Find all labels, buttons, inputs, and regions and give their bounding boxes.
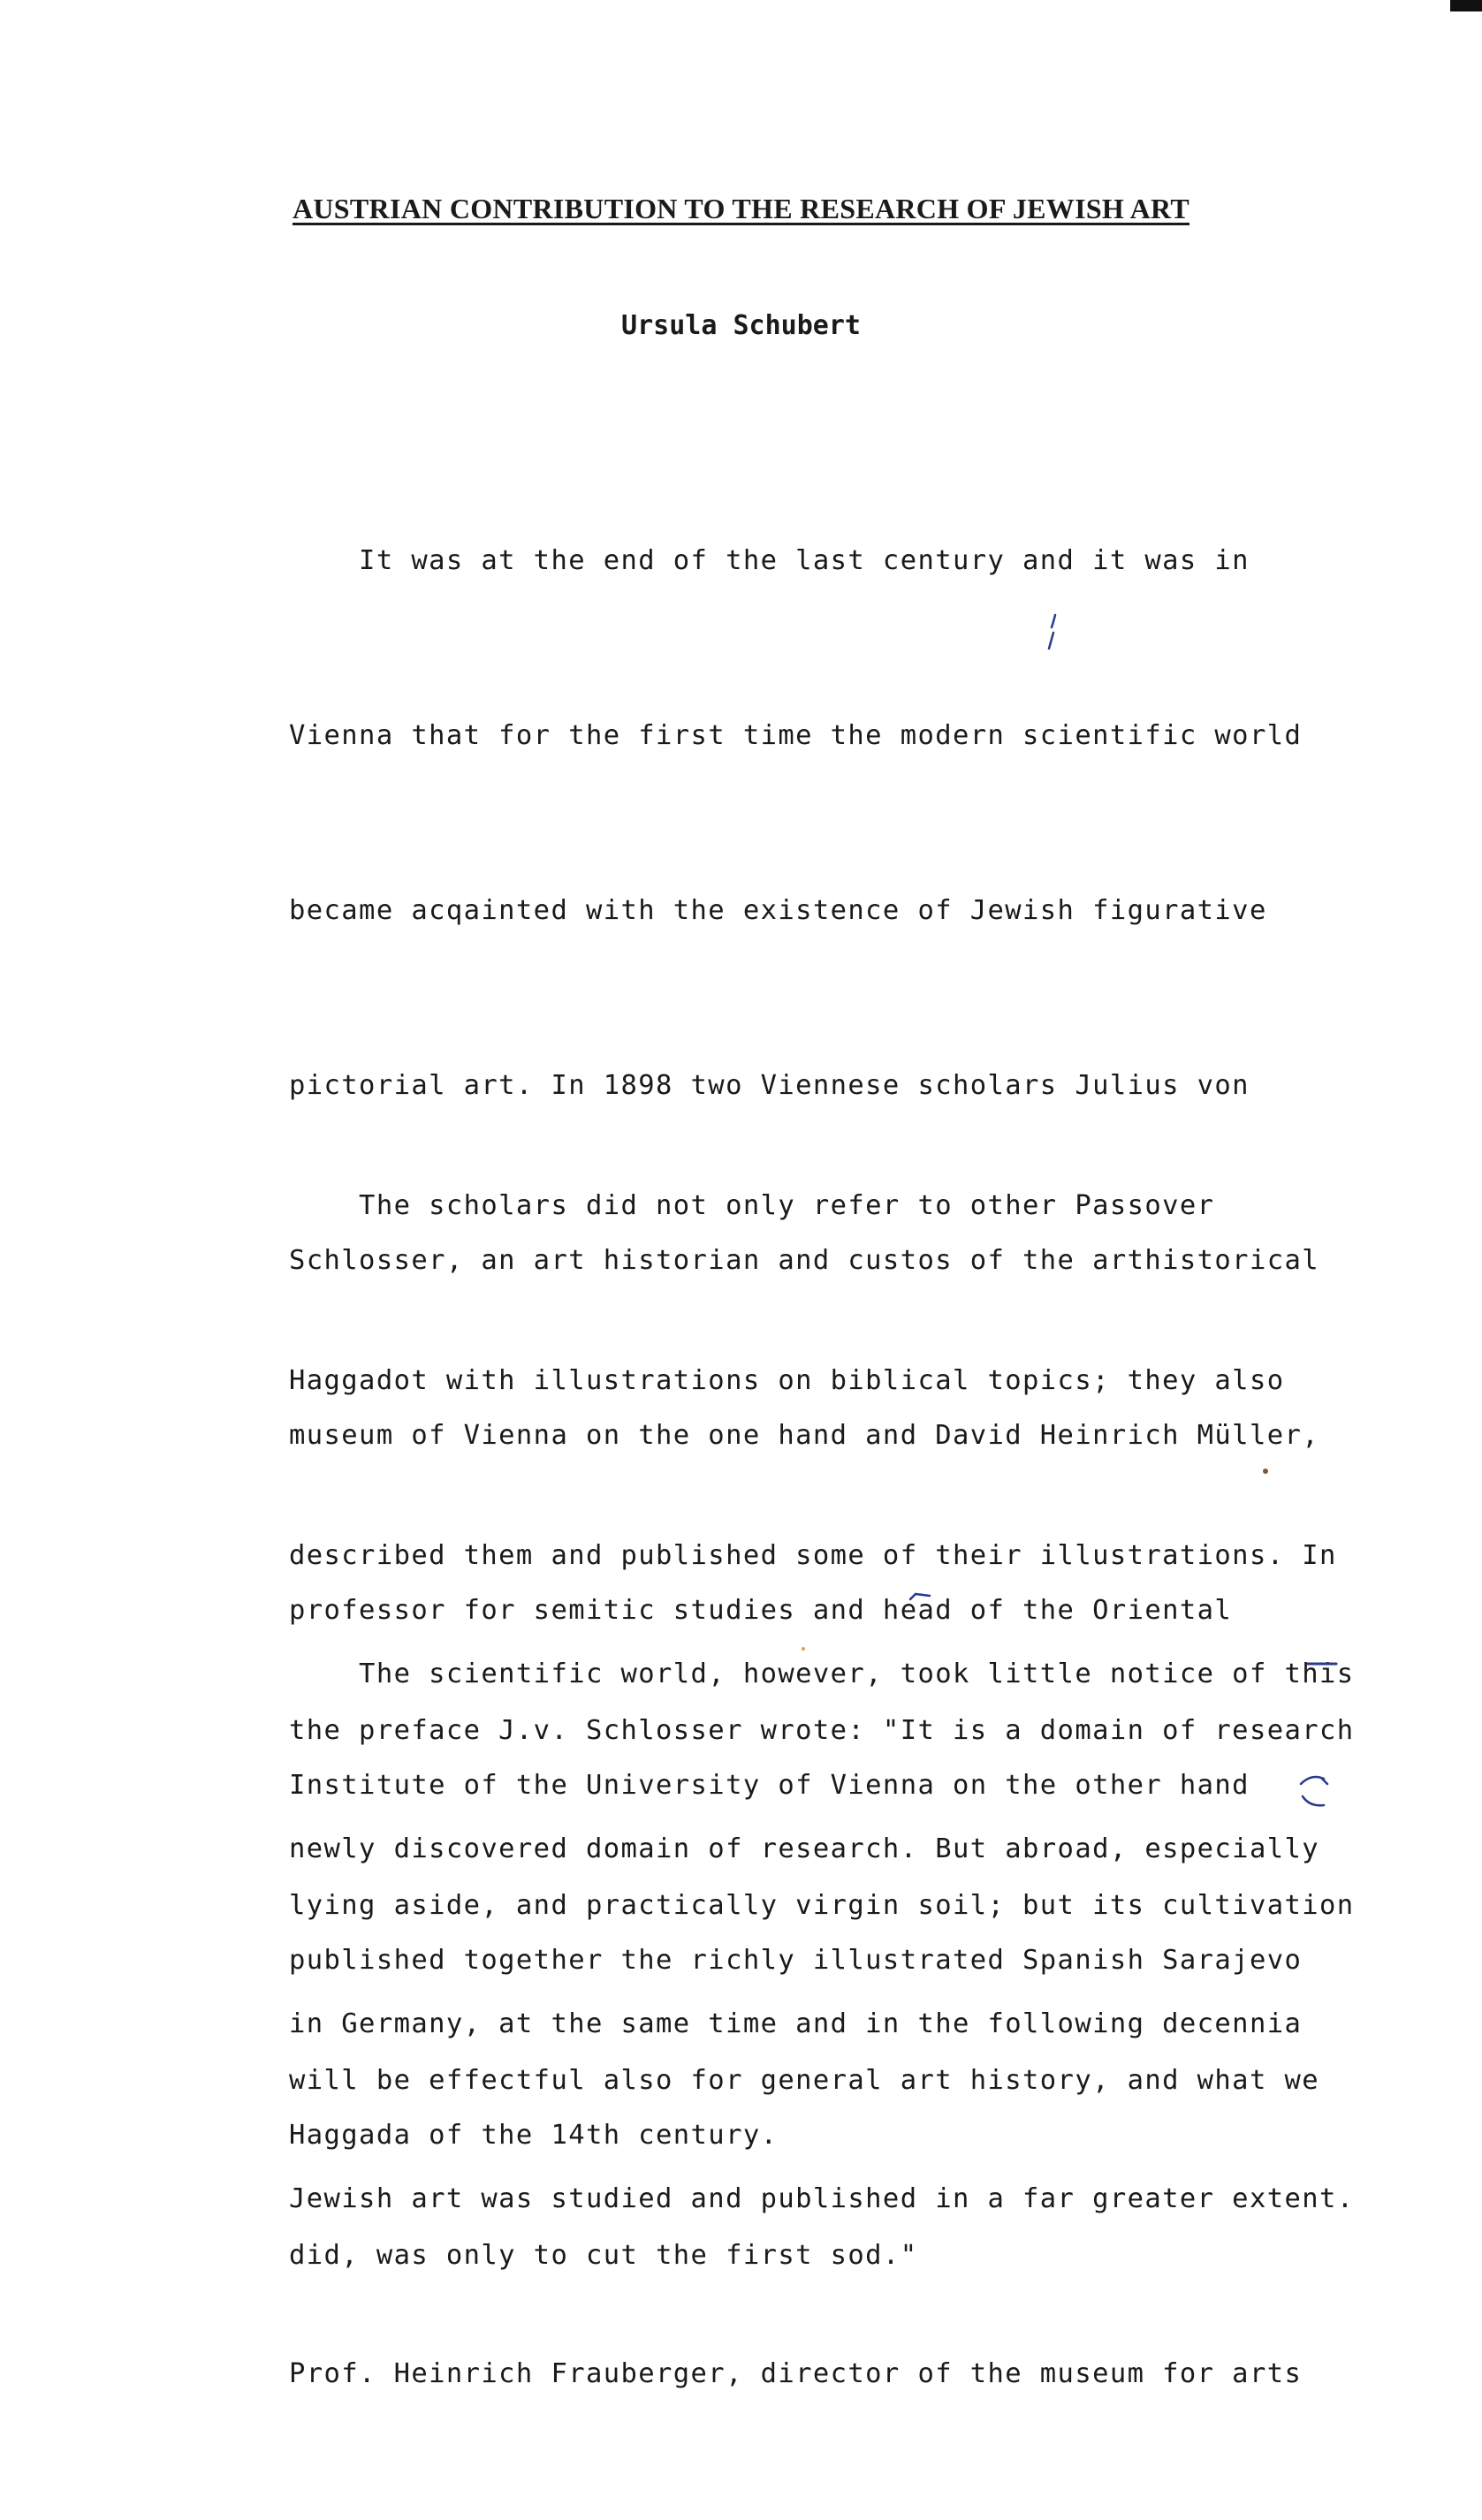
- text-line: newly discovered domain of research. But abroad, especially: [289, 1833, 1319, 1864]
- text-line: published together the richly illustrated Spanish Sarajevo: [289, 1945, 1303, 1976]
- text-line: It was at the end of the last century and it was in: [289, 545, 1250, 576]
- scan-corner-mark: [1450, 0, 1482, 11]
- text-line: museum of Vienna on the one hand and David Heinrich Müller,: [289, 1420, 1319, 1451]
- text-line: Haggada of the 14th century.: [289, 2120, 779, 2151]
- text-line: Haggadot with illustrations on biblical topics; they also: [289, 1365, 1285, 1396]
- text-line: Jewish art was studied and published in a far greater extent.: [289, 2183, 1355, 2214]
- text-line: Institute of the University of Vienna on the other hand: [289, 1770, 1250, 1801]
- document-author: Ursula Schubert: [621, 310, 861, 341]
- paragraph-3: [289, 1529, 1464, 2520]
- text-line: lying aside, and practically virgin soil; but its cultivation: [289, 1890, 1355, 1921]
- text-line: Vienna that for the first time the modern scientific world: [289, 720, 1303, 751]
- text-line: the preface J.v. Schlosser wrote: "It is a domain of research: [289, 1715, 1355, 1746]
- text-line: Prof. Heinrich Frauberger, director of the museum for arts: [289, 2358, 1303, 2389]
- text-line: Schlosser, an art historian and custos of the arthistorical: [289, 1245, 1319, 1276]
- text-line: pictorial art. In 1898 two Viennese scholars Julius von: [289, 1070, 1250, 1101]
- text-line: did, was only to cut the first sod.": [289, 2240, 918, 2271]
- text-line: described them and published some of their illustrations. In: [289, 1540, 1337, 1571]
- text-line: became acqainted with the existence of Jewish figurative: [289, 895, 1267, 926]
- text-line: The scholars did not only refer to other Passover: [289, 1190, 1215, 1221]
- text-line: The scientific world, however, took little notice of this: [289, 1658, 1355, 1689]
- document-title: AUSTRIAN CONTRIBUTION TO THE RESEARCH OF JEWISH ART: [292, 193, 1189, 224]
- text-line: in Germany, at the same time and in the following decennia: [289, 2008, 1303, 2039]
- text-line: professor for semitic studies and head of the Oriental: [289, 1595, 1233, 1626]
- text-line: will be effectful also for general art history, and what we: [289, 2065, 1319, 2096]
